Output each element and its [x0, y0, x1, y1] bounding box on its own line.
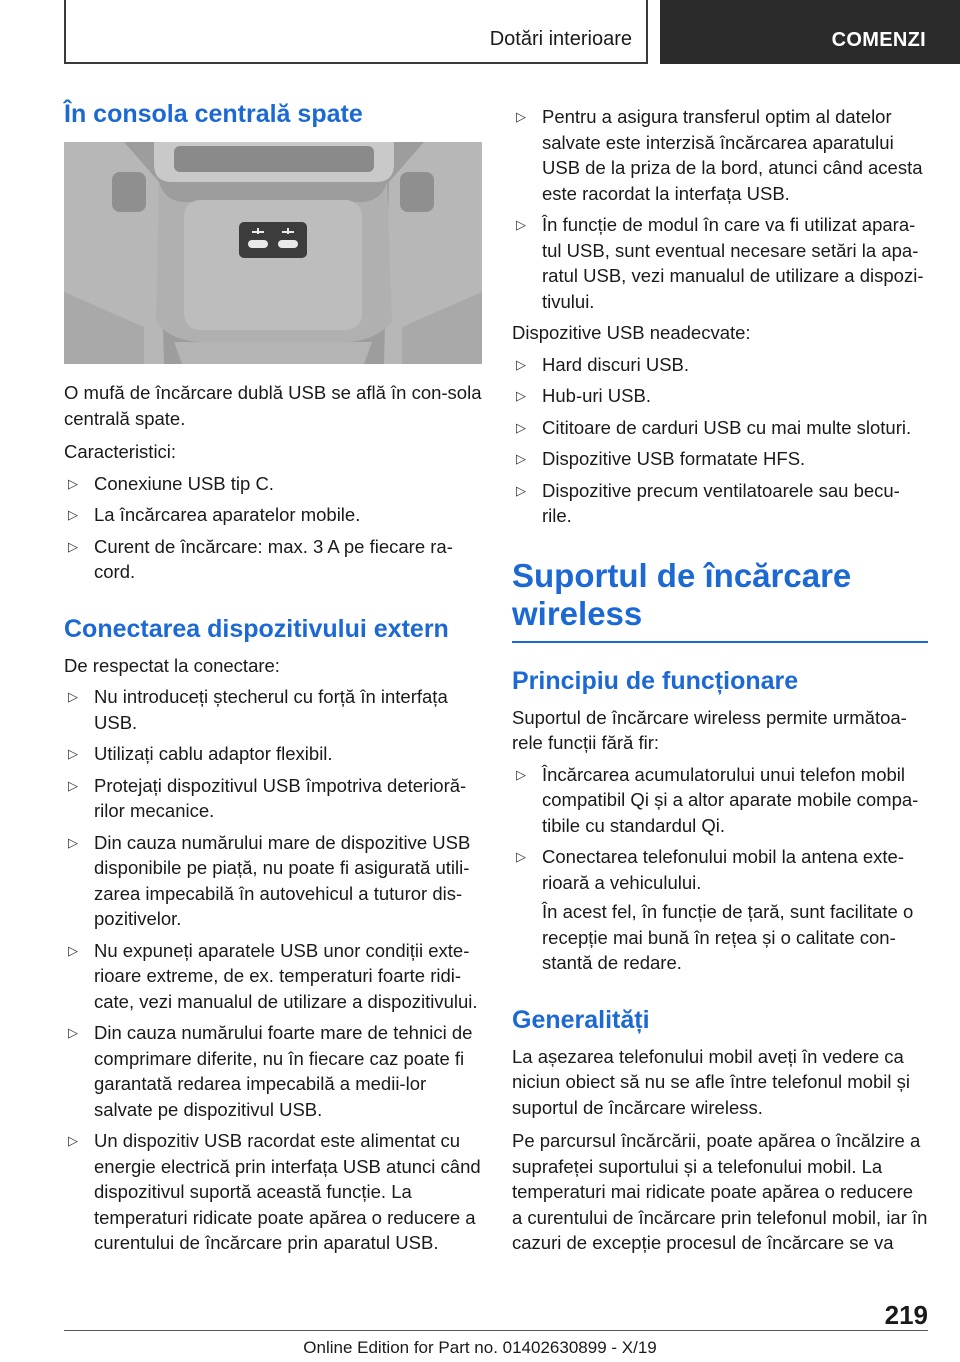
list-item: ▷ Conexiune USB tip C. — [64, 471, 482, 497]
bullet-triangle-icon: ▷ — [68, 507, 78, 522]
rear-console-usb-image — [64, 142, 482, 364]
left-column — [64, 98, 482, 1262]
list-item: ▷ Dispozitive USB formatate HFS. — [512, 446, 928, 472]
list-item: ▷ Protejați dispozitivul USB împotriva deterioră-rilor mecanice. — [68, 774, 467, 821]
list-item: ▷ Nu introduceți ștecherul cu forță în interfața USB. — [68, 686, 448, 733]
bullet-triangle-icon: ▷ — [68, 1025, 78, 1040]
list-item: ▷ Utilizați cablu adaptor flexibil. — [64, 741, 482, 767]
principle-note: În acest fel, în funcție de țară, sunt facilitate o recepție mai bună în rețea și o calitate con-stantă de redare. — [542, 901, 914, 973]
features-label: Caracteristici: — [64, 441, 177, 462]
heading-connect-device: Conectarea dispozitivului extern — [64, 614, 449, 643]
list-item: ▷ Nu expuneți aparatele USB unor condiții exte-rioare extreme, de ex. temperaturi foarte ridi-cate, vezi manualul de utilizare a dispozitivului. — [68, 939, 478, 1012]
bullet-triangle-icon: ▷ — [516, 356, 526, 372]
footer-divider — [64, 1330, 928, 1331]
bullet-triangle-icon: ▷ — [68, 777, 78, 793]
intro-text: O mufă de încărcare dublă USB se află în con-sola centrală spate. — [64, 382, 482, 429]
bullet-triangle-icon: ▷ — [516, 482, 526, 498]
heading-general: Generalități — [512, 1005, 650, 1034]
observe-list-continued — [512, 104, 928, 314]
header-section-tab — [64, 0, 648, 64]
bullet-triangle-icon: ▷ — [516, 451, 526, 466]
general-text-1: La așezarea telefonului mobil aveți în vedere ca niciun obiect să nu se afle între telefonul mobil și suportul de încărcare wireless. — [512, 1045, 910, 1118]
general-text-2: Pe parcursul încărcării, poate apărea o încălzire a suprafeței suportului și a telefonului mobil. La temperaturi mai ridicate poate apărea o reducere a curentului de încărcare prin telefonul mobil, iar în cazuri de excepție procesul de încărcare se va — [512, 1130, 928, 1253]
list-item: ▷ La încărcarea aparatelor mobile. — [64, 502, 482, 528]
header-section-title: Dotări interioare — [489, 28, 632, 50]
bullet-triangle-icon: ▷ — [516, 109, 526, 124]
bullet-triangle-icon: ▷ — [68, 689, 78, 704]
header-chapter-tab — [660, 0, 960, 64]
observe-label: De respectat la conectare: — [64, 654, 280, 676]
list-item: ▷ Un dispozitiv USB racordat este alimentat cu energie electrică prin interfața USB atunci când dispozitivul suportă această funcție. La temperaturi ridicate poate apărea o reducere a curentului de încărcare prin aparatul USB. — [68, 1130, 481, 1253]
list-item: ▷ În funcție de modul în care va fi utilizat apara-tul USB, sunt eventual necesare setări la apa-ratul USB, vezi manualul de utilizare a dispozi-tivului. — [516, 214, 924, 312]
principle-list — [512, 762, 928, 896]
right-column — [512, 98, 928, 1256]
list-item: ▷ Pentru a asigura transferul optim al datelor salvate este interzisă încărcarea aparatului USB de la priza de la bord, atunci când acesta este racordat la interfața USB. — [516, 106, 923, 204]
list-item: ▷ Conectarea telefonului mobil la antena exte-rioară a vehiculului. — [516, 846, 905, 893]
bullet-triangle-icon: ▷ — [516, 849, 526, 864]
bullet-triangle-icon: ▷ — [68, 1133, 78, 1148]
footer-edition — [0, 1338, 960, 1358]
bullet-triangle-icon: ▷ — [516, 217, 526, 232]
list-item: ▷ Cititoare de carduri USB cu mai multe sloturi. — [512, 415, 928, 441]
footer-edition-text: Online Edition for Part no. 01402630899 - X/19 — [303, 1338, 657, 1357]
list-item: ▷ Hard discuri USB. — [512, 352, 928, 378]
section-divider — [512, 641, 928, 643]
bullet-triangle-icon: ▷ — [516, 419, 526, 435]
features-list — [64, 471, 482, 585]
list-item: ▷ Hub-uri USB. — [512, 383, 928, 409]
observe-list — [64, 684, 482, 1256]
bullet-triangle-icon: ▷ — [68, 746, 78, 761]
header-chapter-title: COMENZI — [831, 29, 926, 51]
list-item: ▷ Curent de încărcare: max. 3 A pe fiecare ra-cord. — [68, 535, 453, 582]
bullet-triangle-icon: ▷ — [516, 766, 526, 782]
unsuitable-list — [512, 352, 928, 529]
bullet-triangle-icon: ▷ — [68, 538, 78, 554]
heading-principle: Principiu de funcționare — [512, 666, 799, 695]
unsuitable-label: Dispozitive USB neadecvate: — [512, 322, 751, 343]
heading-rear-console: În consola centrală spate — [64, 100, 363, 128]
bullet-triangle-icon: ▷ — [68, 475, 78, 491]
usb-port-illustration — [64, 142, 482, 364]
list-item: ▷ Încărcarea acumulatorului unui telefon mobil compatibil Qi și a altor aparate mobile compa-tibile cu standardul Qi. — [516, 763, 919, 836]
principle-text: Suportul de încărcare wireless permite următoa-rele funcții fără fir: — [512, 706, 907, 753]
bullet-triangle-icon: ▷ — [68, 942, 78, 958]
bullet-triangle-icon: ▷ — [68, 834, 78, 850]
page-number: 219 — [884, 1300, 928, 1330]
list-item: ▷ Din cauza numărului foarte mare de tehnici de comprimare diferite, nu în fiecare caz poate fi garantată redarea impecabilă a medii-lor salvate pe dispozitivul USB. — [68, 1022, 473, 1120]
list-item: ▷ Dispozitive precum ventilatoarele sau becu-rile. — [516, 479, 900, 526]
heading-wireless-charging: Suportul de încărcare wireless — [512, 556, 852, 632]
list-item: ▷ Din cauza numărului mare de dispozitive USB disponibile pe piață, nu poate fi asigurată utili-zarea impecabilă în autovehicul a tuturor dis-pozitivelor. — [68, 831, 471, 929]
bullet-triangle-icon: ▷ — [516, 388, 526, 403]
